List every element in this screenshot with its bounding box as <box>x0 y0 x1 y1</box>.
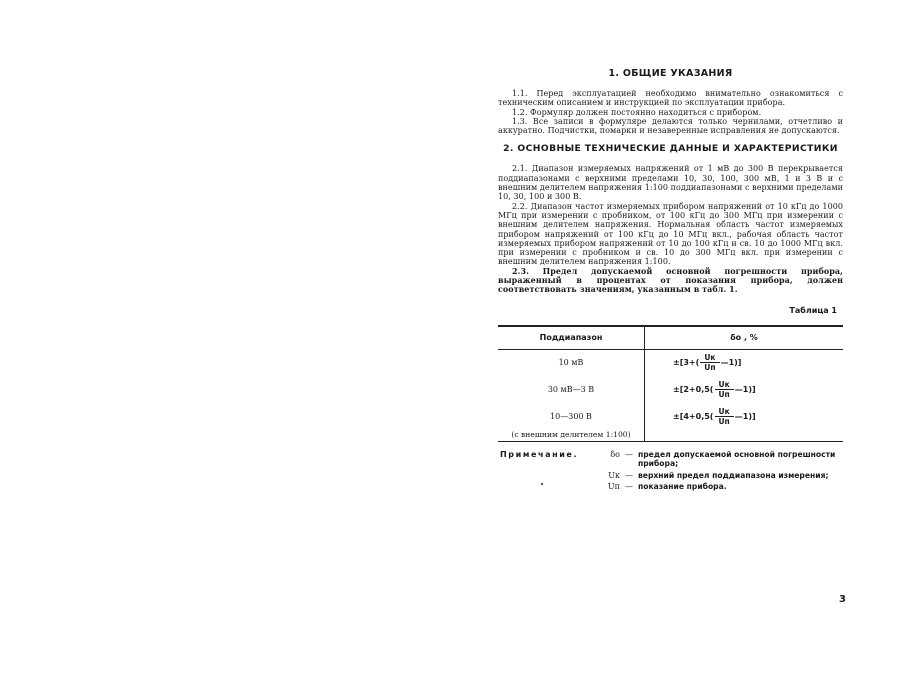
formula-suffix: —1)] <box>734 412 756 422</box>
table-row <box>498 349 843 376</box>
note-item <box>606 450 843 468</box>
table-row <box>498 403 843 430</box>
paragraph-1-3: 1.3. Все записи в формуляре делаются только чернилами, отчетливо и аккуратно. Подчистки, помарки и незаверенные исправления не допускаются. <box>498 116 843 136</box>
paragraph-2-2: 2.2. Диапазон частот измеряемых прибором напряжений от 10 кГц до 1000 МГц при измерении с пробником, от 100 кГц до 300 МГц при измерении с внешним делителем напряжения. Нормальная область частот измеряемых прибором напряжений от 100 кГц до 10 МГц вкл., рабочая область частот измеряемых прибором напряжений от 10 до 100 кГц и св. 10 до 1000 МГц вкл. при измерении с пробником и св. 10 до 300 МГц вкл. при измерении с внешним делителем напряжения 1:100. <box>498 201 843 267</box>
note-dash: — <box>625 481 633 491</box>
range-subnote: (с внешним делителем 1:100) <box>498 430 645 442</box>
error-formula <box>673 380 756 399</box>
table-caption: Таблица 1 <box>789 305 837 315</box>
formula-fraction <box>714 407 733 426</box>
note-dash: — <box>625 450 633 460</box>
formula-fraction <box>714 380 733 399</box>
error-formula <box>673 407 756 426</box>
table-header-row <box>498 326 843 350</box>
formula-prefix: ±[3+( <box>673 358 700 368</box>
section2-title: 2. ОСНОВНЫЕ ТЕХНИЧЕСКИЕ ДАННЫЕ И ХАРАКТЕРИСТИКИ <box>503 143 838 155</box>
print-speck <box>541 483 543 485</box>
formula-prefix: ±[2+0,5( <box>673 385 714 395</box>
note-dash: — <box>625 470 633 480</box>
header-error: δo , % <box>730 333 758 343</box>
table-note <box>498 450 843 491</box>
paragraph-1-2: 1.2. Формуляр должен постоянно находиться с прибором. <box>512 107 762 117</box>
note-text: верхний предел поддиапазона измерения; <box>638 470 829 480</box>
page-number: 3 <box>839 594 846 605</box>
formula-prefix: ±[4+0,5( <box>673 412 714 422</box>
range-cell: 10—300 В <box>498 403 645 430</box>
paragraph-2-3: 2.3. Предел допускаемой основной погрешности прибора, выраженный в процентах от показания прибора, должен соответствовать значениям, указанным в табл. 1. <box>498 265 843 295</box>
section1-title: 1. ОБЩИЕ УКАЗАНИЯ <box>608 68 733 79</box>
text-column <box>498 68 843 493</box>
range-cell: 10 мВ <box>498 349 645 376</box>
note-item <box>606 482 843 491</box>
note-symbol: δo <box>610 450 620 460</box>
fraction-numerator: Uк <box>700 353 719 363</box>
formula-cell <box>645 349 844 376</box>
formula-fraction <box>700 353 719 372</box>
fraction-numerator: Uк <box>715 407 734 417</box>
empty-cell <box>645 430 844 442</box>
fraction-denominator: Uп <box>718 417 730 427</box>
note-text: предел допускаемой основной погрешности прибора; <box>638 450 836 469</box>
paragraph-1-1: 1.1. Перед эксплуатацией необходимо внимательно ознакомиться с техническим описанием и инструкцией по эксплуатации прибора. <box>498 89 843 108</box>
error-formula <box>673 353 741 372</box>
fraction-numerator: Uк <box>715 380 734 390</box>
formula-suffix: —1)] <box>720 358 742 368</box>
note-label: Примечание. <box>500 450 579 460</box>
fraction-denominator: Uп <box>704 363 716 373</box>
note-item <box>606 471 843 480</box>
note-symbol: Uп <box>607 481 620 491</box>
note-symbol: Uк <box>608 470 620 480</box>
formula-suffix: —1)] <box>734 385 756 395</box>
table-row <box>498 430 843 442</box>
table-row <box>498 376 843 403</box>
fraction-denominator: Uп <box>718 390 730 400</box>
header-range: Поддиапазон <box>498 326 645 350</box>
note-text: показание прибора. <box>638 481 727 491</box>
error-table <box>498 325 843 443</box>
paragraph-2-1: 2.1. Диапазон измеряемых напряжений от 1 мВ до 300 В перекрывается поддиапазонами с верхними пределами 10, 30, 100, 300 мВ, 1 и 3 В и с внешним делителем напряжения 1:100 поддиапазонами с верхними пределами 10, 30, 100 и 300 В. <box>498 164 843 202</box>
formula-cell <box>645 376 844 403</box>
formula-cell <box>645 403 844 430</box>
range-cell: 30 мВ—3 В <box>498 376 645 403</box>
